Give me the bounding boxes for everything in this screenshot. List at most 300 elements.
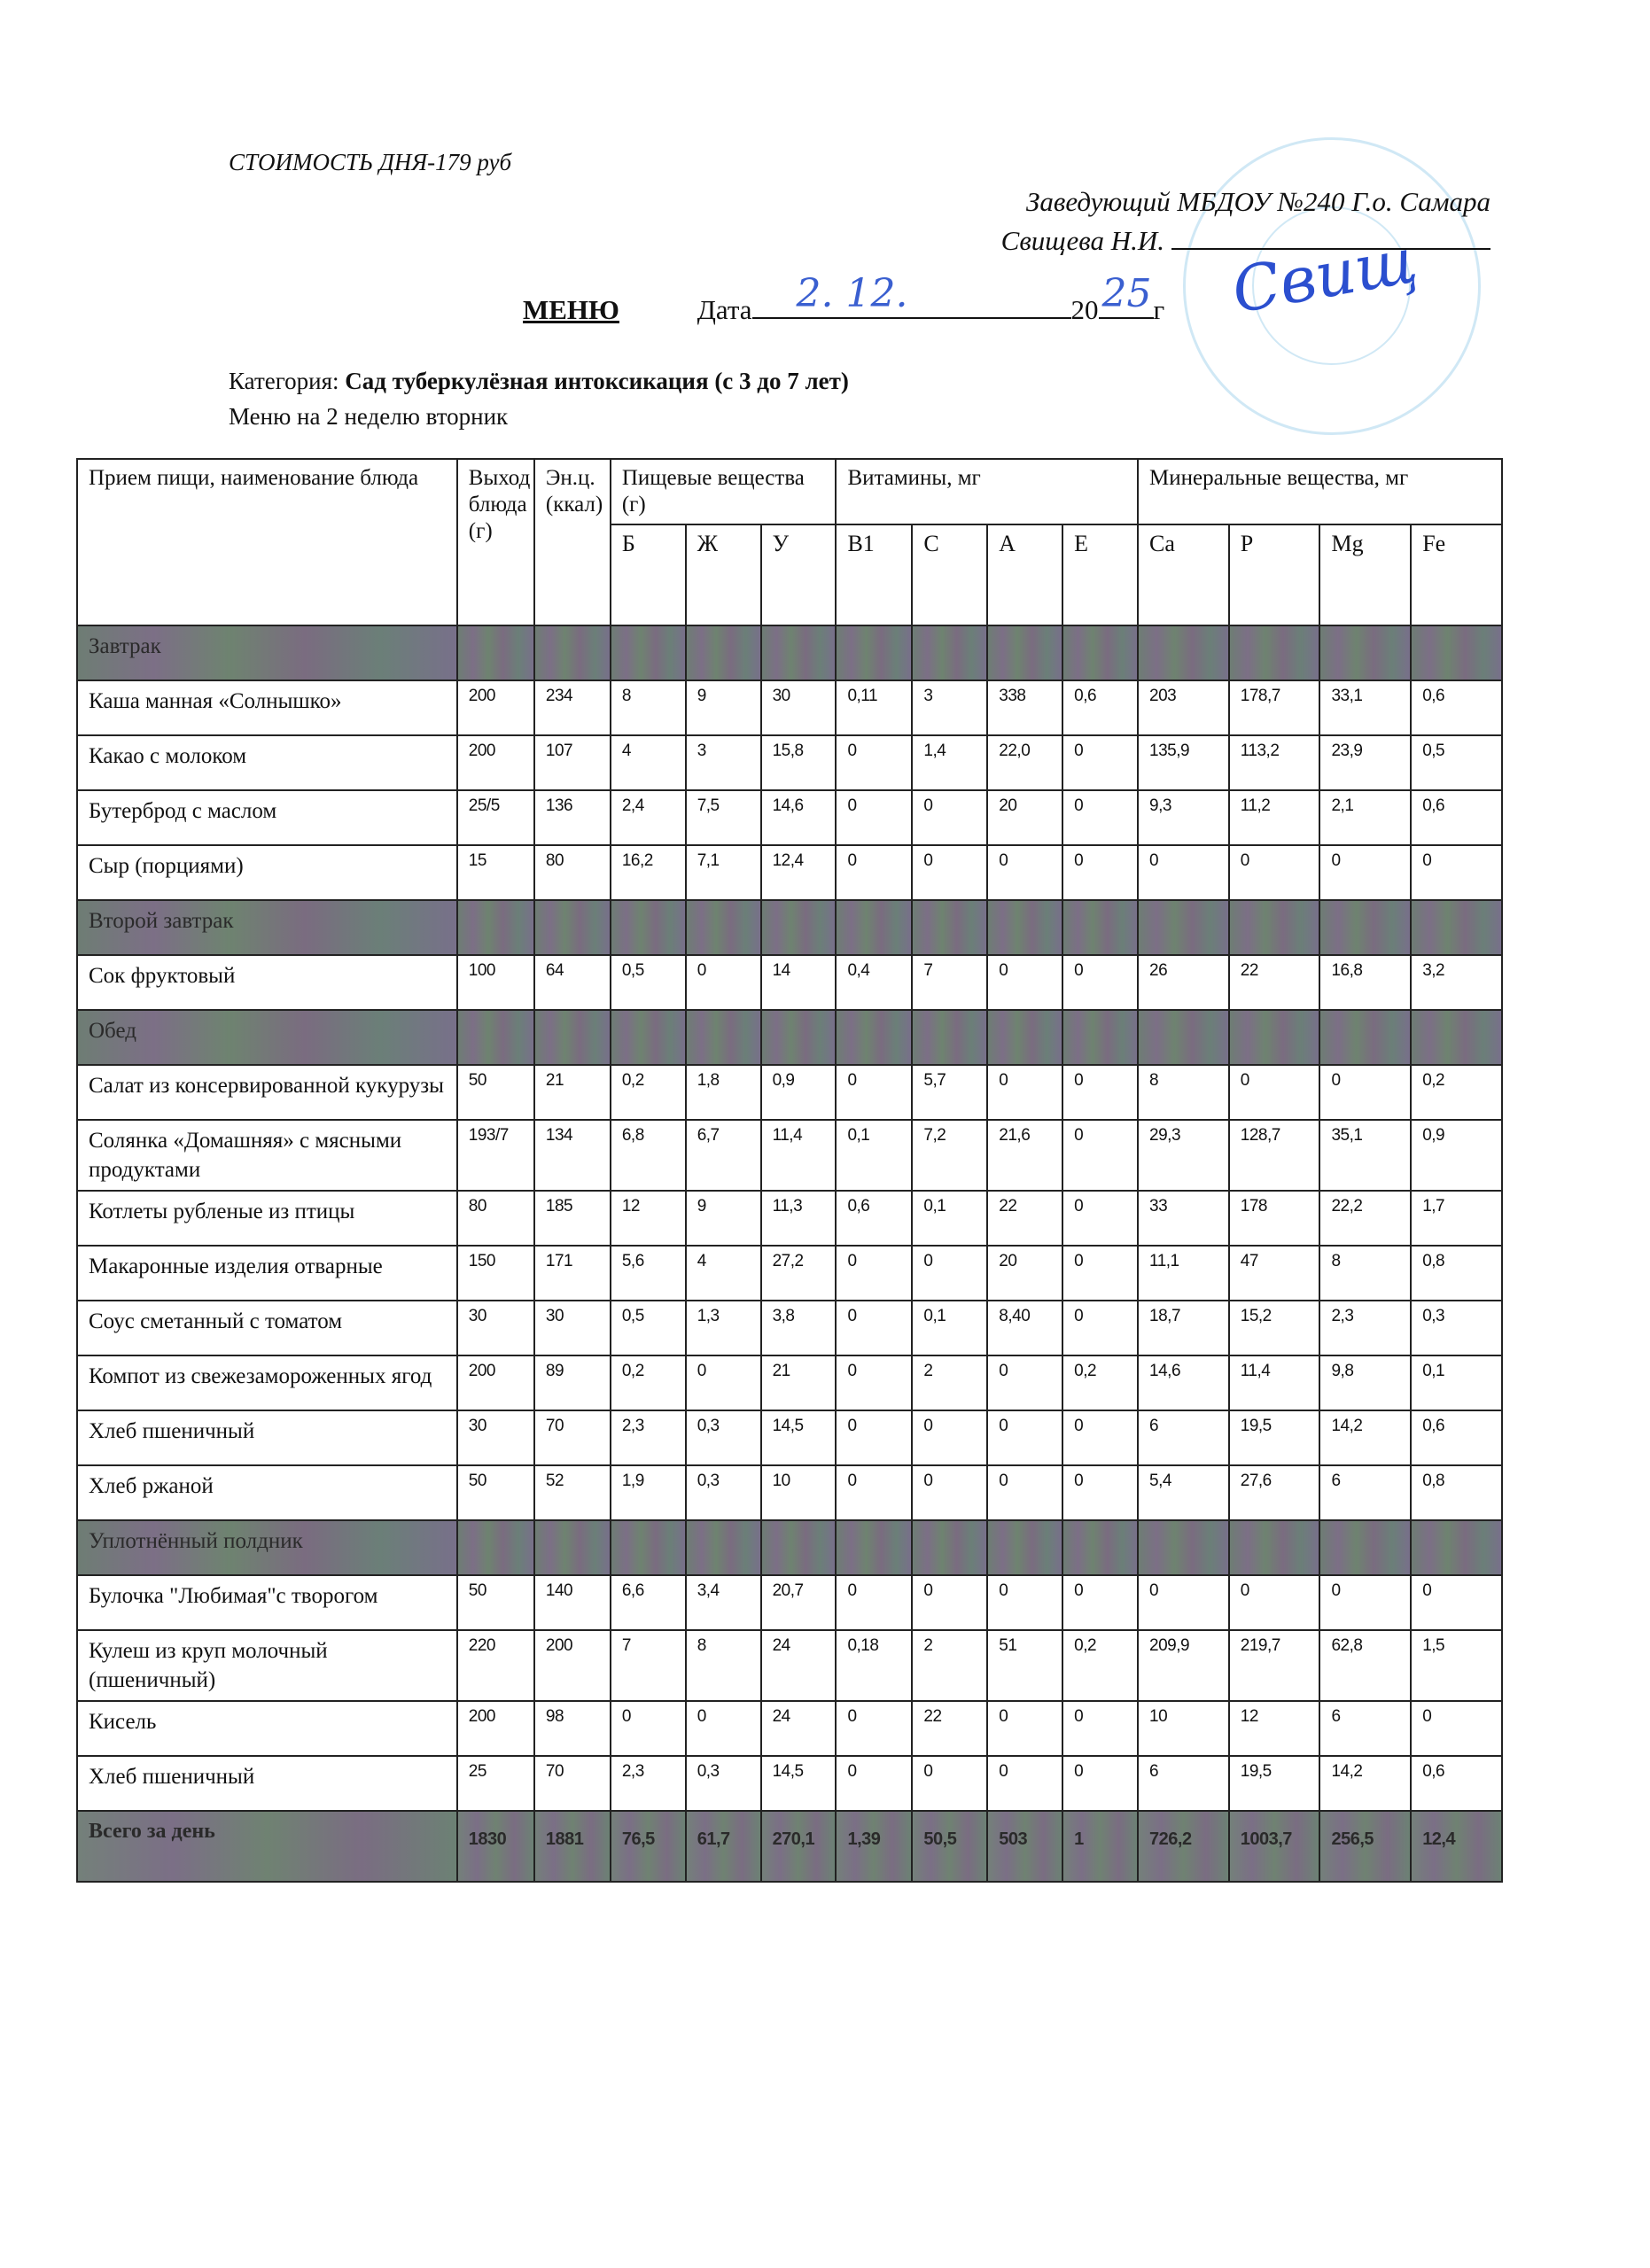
value-cell: 0,8: [1411, 1246, 1502, 1301]
value-cell: 24: [761, 1701, 837, 1756]
value-cell: 200: [457, 735, 534, 790]
value-cell: 0,3: [686, 1756, 761, 1811]
value-cell: [761, 1010, 837, 1065]
table-row: [77, 1355, 1502, 1410]
value-cell: 0: [987, 1465, 1062, 1520]
value-cell: 0: [836, 1246, 912, 1301]
dish-name: Котлеты рубленые из птицы: [77, 1191, 457, 1246]
value-cell: 22,2: [1319, 1191, 1411, 1246]
value-cell: [686, 900, 761, 955]
header-energy: Эн.ц. (ккал): [534, 459, 611, 625]
value-cell: [686, 625, 761, 680]
value-cell: 30: [761, 680, 837, 735]
value-cell: 6: [1138, 1756, 1229, 1811]
value-cell: 8,40: [987, 1301, 1062, 1355]
value-cell: 26: [1138, 955, 1229, 1010]
dish-name: Кисель: [77, 1701, 457, 1756]
value-cell: 0: [1411, 1701, 1502, 1756]
value-cell: 0: [1138, 1575, 1229, 1630]
table-row: [77, 1465, 1502, 1520]
value-cell: 0: [1062, 1410, 1138, 1465]
value-cell: 70: [534, 1410, 611, 1465]
header-protein: Б: [611, 524, 686, 625]
approver-name: Свищева Н.И.: [1000, 225, 1164, 256]
value-cell: 20: [987, 790, 1062, 845]
value-cell: 6: [1319, 1701, 1411, 1756]
value-cell: 30: [457, 1410, 534, 1465]
value-cell: 7,2: [912, 1120, 987, 1191]
value-cell: 14: [761, 955, 837, 1010]
value-cell: 21: [534, 1065, 611, 1120]
table-row: [77, 1191, 1502, 1246]
value-cell: [1411, 1010, 1502, 1065]
menu-date-line: [523, 271, 1165, 326]
value-cell: 0: [1062, 1701, 1138, 1756]
value-cell: 0: [1062, 1191, 1138, 1246]
value-cell: [1138, 1010, 1229, 1065]
value-cell: 0: [912, 1465, 987, 1520]
value-cell: 89: [534, 1355, 611, 1410]
dish-name: Хлеб пшеничный: [77, 1410, 457, 1465]
value-cell: 0: [1319, 1575, 1411, 1630]
value-cell: 0: [912, 845, 987, 900]
value-cell: [1229, 900, 1320, 955]
value-cell: 0: [1062, 1301, 1138, 1355]
value-cell: 0: [1062, 1120, 1138, 1191]
total-row: [77, 1811, 1502, 1882]
value-cell: 14,5: [761, 1756, 837, 1811]
value-cell: [611, 1520, 686, 1575]
value-cell: 0,2: [1062, 1630, 1138, 1701]
value-cell: 1,5: [1411, 1630, 1502, 1701]
section-title: Уплотнённый полдник: [77, 1520, 457, 1575]
value-cell: 0,1: [836, 1120, 912, 1191]
value-cell: 0: [1229, 1575, 1320, 1630]
value-cell: 11,4: [761, 1120, 837, 1191]
value-cell: 0: [912, 790, 987, 845]
table-row: [77, 1701, 1502, 1756]
value-cell: 4: [686, 1246, 761, 1301]
value-cell: 10: [761, 1465, 837, 1520]
table-row: [77, 1410, 1502, 1465]
table-row: [77, 1120, 1502, 1191]
value-cell: 14,2: [1319, 1410, 1411, 1465]
value-cell: [987, 1520, 1062, 1575]
value-cell: 0: [836, 1355, 912, 1410]
value-cell: [457, 1520, 534, 1575]
value-cell: 178: [1229, 1191, 1320, 1246]
menu-table: [76, 458, 1503, 1883]
value-cell: 8: [1319, 1246, 1411, 1301]
value-cell: 2,3: [611, 1410, 686, 1465]
dish-name: Сок фруктовый: [77, 955, 457, 1010]
year-suffix: г: [1153, 294, 1165, 325]
value-cell: [1138, 1520, 1229, 1575]
value-cell: 0: [1411, 1575, 1502, 1630]
value-cell: 35,1: [1319, 1120, 1411, 1191]
value-cell: 12,4: [761, 845, 837, 900]
value-cell: 100: [457, 955, 534, 1010]
table-row: [77, 1756, 1502, 1811]
value-cell: 150: [457, 1246, 534, 1301]
value-cell: [686, 1520, 761, 1575]
approver-title: Заведующий МБДОУ №240 Г.о. Самара: [1026, 186, 1490, 217]
value-cell: 0: [912, 1246, 987, 1301]
value-cell: 0: [686, 1355, 761, 1410]
section-row: [77, 625, 1502, 680]
value-cell: 76,5: [611, 1811, 686, 1882]
value-cell: 16,2: [611, 845, 686, 900]
value-cell: 134: [534, 1120, 611, 1191]
value-cell: 107: [534, 735, 611, 790]
header-ca: Ca: [1138, 524, 1229, 625]
value-cell: 2,3: [1319, 1301, 1411, 1355]
value-cell: [611, 625, 686, 680]
value-cell: 270,1: [761, 1811, 837, 1882]
value-cell: [1062, 1520, 1138, 1575]
value-cell: 5,6: [611, 1246, 686, 1301]
value-cell: 0,8: [1411, 1465, 1502, 1520]
value-cell: 0,4: [836, 955, 912, 1010]
value-cell: [1062, 625, 1138, 680]
value-cell: 113,2: [1229, 735, 1320, 790]
value-cell: 6,6: [611, 1575, 686, 1630]
value-cell: 11,4: [1229, 1355, 1320, 1410]
date-field: [752, 271, 1071, 319]
value-cell: 0,5: [611, 955, 686, 1010]
year-handwritten: 25: [1101, 271, 1152, 316]
value-cell: 0,6: [836, 1191, 912, 1246]
value-cell: 1,39: [836, 1811, 912, 1882]
value-cell: [1319, 625, 1411, 680]
value-cell: 0: [686, 955, 761, 1010]
dish-name: Всего за день: [77, 1811, 457, 1882]
value-cell: [611, 1010, 686, 1065]
value-cell: 6,8: [611, 1120, 686, 1191]
value-cell: 0: [912, 1575, 987, 1630]
value-cell: 2,1: [1319, 790, 1411, 845]
value-cell: 0,1: [1411, 1355, 1502, 1410]
value-cell: 8: [611, 680, 686, 735]
value-cell: 234: [534, 680, 611, 735]
table-row: [77, 735, 1502, 790]
value-cell: 0: [1319, 845, 1411, 900]
value-cell: 22,0: [987, 735, 1062, 790]
table-row: [77, 1630, 1502, 1701]
dish-name: Салат из консервированной кукурузы: [77, 1065, 457, 1120]
category-value: Сад туберкулёзная интоксикация (с 3 до 7 лет): [345, 368, 849, 394]
value-cell: 1,3: [686, 1301, 761, 1355]
value-cell: 1003,7: [1229, 1811, 1320, 1882]
value-cell: 0,2: [611, 1065, 686, 1120]
value-cell: 0: [836, 790, 912, 845]
dish-name: Сыр (порциями): [77, 845, 457, 900]
value-cell: 6: [1138, 1410, 1229, 1465]
value-cell: 22: [987, 1191, 1062, 1246]
value-cell: 4: [611, 735, 686, 790]
header-e: E: [1062, 524, 1138, 625]
value-cell: [912, 1520, 987, 1575]
value-cell: 0: [912, 1756, 987, 1811]
value-cell: 0: [686, 1701, 761, 1756]
value-cell: 6,7: [686, 1120, 761, 1191]
value-cell: 47: [1229, 1246, 1320, 1301]
value-cell: 200: [534, 1630, 611, 1701]
value-cell: 22: [912, 1701, 987, 1756]
value-cell: 7,5: [686, 790, 761, 845]
value-cell: 0: [1062, 735, 1138, 790]
value-cell: 14,6: [1138, 1355, 1229, 1410]
value-cell: [1229, 1010, 1320, 1065]
dish-name: Компот из свежезамороженных ягод: [77, 1355, 457, 1410]
value-cell: 24: [761, 1630, 837, 1701]
table-row: [77, 680, 1502, 735]
value-cell: 1: [1062, 1811, 1138, 1882]
dish-name: Хлеб ржаной: [77, 1465, 457, 1520]
value-cell: [836, 1520, 912, 1575]
value-cell: 220: [457, 1630, 534, 1701]
value-cell: 0: [836, 1701, 912, 1756]
section-title: Обед: [77, 1010, 457, 1065]
value-cell: 9,3: [1138, 790, 1229, 845]
value-cell: [1138, 900, 1229, 955]
value-cell: 0,2: [1411, 1065, 1502, 1120]
value-cell: 185: [534, 1191, 611, 1246]
value-cell: [761, 625, 837, 680]
value-cell: 9,8: [1319, 1355, 1411, 1410]
value-cell: 0,9: [761, 1065, 837, 1120]
value-cell: 12,4: [1411, 1811, 1502, 1882]
value-cell: 0: [836, 1465, 912, 1520]
value-cell: 21,6: [987, 1120, 1062, 1191]
value-cell: [836, 625, 912, 680]
header-p: P: [1229, 524, 1320, 625]
value-cell: 14,6: [761, 790, 837, 845]
value-cell: 1881: [534, 1811, 611, 1882]
value-cell: 0,1: [912, 1301, 987, 1355]
value-cell: 98: [534, 1701, 611, 1756]
dish-name: Солянка «Домашняя» с мясными продуктами: [77, 1120, 457, 1191]
value-cell: 0,6: [1062, 680, 1138, 735]
value-cell: [457, 900, 534, 955]
value-cell: 0: [1062, 1756, 1138, 1811]
value-cell: [1062, 900, 1138, 955]
value-cell: [1319, 900, 1411, 955]
value-cell: 15,8: [761, 735, 837, 790]
table-row: [77, 1301, 1502, 1355]
value-cell: 0: [987, 1065, 1062, 1120]
value-cell: 12: [1229, 1701, 1320, 1756]
value-cell: 1,4: [912, 735, 987, 790]
table-row: [77, 790, 1502, 845]
value-cell: [457, 1010, 534, 1065]
value-cell: 8: [1138, 1065, 1229, 1120]
value-cell: [534, 1520, 611, 1575]
week-line: Меню на 2 неделю вторник: [229, 403, 509, 430]
value-cell: 50,5: [912, 1811, 987, 1882]
value-cell: 27,2: [761, 1246, 837, 1301]
value-cell: 30: [534, 1301, 611, 1355]
value-cell: 0,3: [1411, 1301, 1502, 1355]
value-cell: 5,4: [1138, 1465, 1229, 1520]
dish-name: Соус сметанный с томатом: [77, 1301, 457, 1355]
value-cell: 1,7: [1411, 1191, 1502, 1246]
value-cell: 20: [987, 1246, 1062, 1301]
value-cell: 0: [1319, 1065, 1411, 1120]
value-cell: 9: [686, 1191, 761, 1246]
value-cell: 2,3: [611, 1756, 686, 1811]
value-cell: 8: [686, 1630, 761, 1701]
value-cell: [912, 625, 987, 680]
value-cell: 0: [836, 1575, 912, 1630]
value-cell: [987, 625, 1062, 680]
value-cell: 61,7: [686, 1811, 761, 1882]
value-cell: 0: [611, 1701, 686, 1756]
value-cell: 0: [1062, 1575, 1138, 1630]
value-cell: 2,4: [611, 790, 686, 845]
value-cell: [1411, 1520, 1502, 1575]
value-cell: [1319, 1010, 1411, 1065]
value-cell: 0: [987, 1410, 1062, 1465]
value-cell: [912, 900, 987, 955]
table-row: [77, 1575, 1502, 1630]
value-cell: 0: [987, 1701, 1062, 1756]
value-cell: 0: [987, 955, 1062, 1010]
value-cell: 0,9: [1411, 1120, 1502, 1191]
value-cell: 33,1: [1319, 680, 1411, 735]
value-cell: 18,7: [1138, 1301, 1229, 1355]
value-cell: 0: [987, 1575, 1062, 1630]
value-cell: 178,7: [1229, 680, 1320, 735]
dish-name: Кулеш из круп молочный (пшеничный): [77, 1630, 457, 1701]
value-cell: 0,3: [686, 1410, 761, 1465]
value-cell: 203: [1138, 680, 1229, 735]
header-fe: Fe: [1411, 524, 1502, 625]
year-field: [1099, 271, 1154, 319]
value-cell: 0: [987, 1756, 1062, 1811]
value-cell: 50: [457, 1465, 534, 1520]
value-cell: 11,1: [1138, 1246, 1229, 1301]
value-cell: 16,8: [1319, 955, 1411, 1010]
value-cell: 0: [836, 1410, 912, 1465]
value-cell: 3,2: [1411, 955, 1502, 1010]
header-b1: B1: [836, 524, 912, 625]
value-cell: 0: [1062, 1065, 1138, 1120]
value-cell: 200: [457, 1701, 534, 1756]
table-row: [77, 845, 1502, 900]
header-a: A: [987, 524, 1062, 625]
value-cell: [761, 900, 837, 955]
value-cell: [1229, 1520, 1320, 1575]
dish-name: Булочка "Любимая"с творогом: [77, 1575, 457, 1630]
table-row: [77, 1246, 1502, 1301]
value-cell: 0,1: [912, 1191, 987, 1246]
value-cell: 2: [912, 1355, 987, 1410]
value-cell: [836, 1010, 912, 1065]
value-cell: 0,3: [686, 1465, 761, 1520]
value-cell: 5,7: [912, 1065, 987, 1120]
value-cell: 0: [836, 1065, 912, 1120]
value-cell: 64: [534, 955, 611, 1010]
value-cell: 0: [1062, 1246, 1138, 1301]
value-cell: 2: [912, 1630, 987, 1701]
dish-name: Каша манная «Солнышко»: [77, 680, 457, 735]
value-cell: 52: [534, 1465, 611, 1520]
value-cell: [836, 900, 912, 955]
date-handwritten: 2. 12.: [796, 271, 908, 316]
value-cell: 9: [686, 680, 761, 735]
value-cell: 171: [534, 1246, 611, 1301]
year-prefix: 20: [1070, 294, 1099, 325]
value-cell: [534, 1010, 611, 1065]
approver-block: [1001, 183, 1490, 260]
value-cell: 25/5: [457, 790, 534, 845]
value-cell: 3: [912, 680, 987, 735]
value-cell: 0,2: [1062, 1355, 1138, 1410]
value-cell: 80: [457, 1191, 534, 1246]
value-cell: 726,2: [1138, 1811, 1229, 1882]
header-minerals: Минеральные вещества, мг: [1138, 459, 1502, 524]
table-row: [77, 955, 1502, 1010]
value-cell: 50: [457, 1575, 534, 1630]
header-dish: Прием пищи, наименование блюда: [77, 459, 457, 625]
value-cell: 15,2: [1229, 1301, 1320, 1355]
value-cell: 0,11: [836, 680, 912, 735]
value-cell: 15: [457, 845, 534, 900]
value-cell: 7: [912, 955, 987, 1010]
value-cell: [1062, 1010, 1138, 1065]
value-cell: 3,4: [686, 1575, 761, 1630]
value-cell: 1,8: [686, 1065, 761, 1120]
value-cell: 11,3: [761, 1191, 837, 1246]
value-cell: 0,2: [611, 1355, 686, 1410]
value-cell: 23,9: [1319, 735, 1411, 790]
value-cell: 7,1: [686, 845, 761, 900]
value-cell: 0,6: [1411, 790, 1502, 845]
value-cell: 11,2: [1229, 790, 1320, 845]
value-cell: 135,9: [1138, 735, 1229, 790]
value-cell: [534, 625, 611, 680]
value-cell: 80: [534, 845, 611, 900]
value-cell: [761, 1520, 837, 1575]
value-cell: 62,8: [1319, 1630, 1411, 1701]
dish-name: Какао с молоком: [77, 735, 457, 790]
value-cell: 1830: [457, 1811, 534, 1882]
value-cell: [912, 1010, 987, 1065]
value-cell: 200: [457, 680, 534, 735]
value-cell: 50: [457, 1065, 534, 1120]
value-cell: 30: [457, 1301, 534, 1355]
value-cell: 19,5: [1229, 1410, 1320, 1465]
dish-name: Хлеб пшеничный: [77, 1756, 457, 1811]
value-cell: 7: [611, 1630, 686, 1701]
value-cell: 200: [457, 1355, 534, 1410]
dish-name: Бутерброд с маслом: [77, 790, 457, 845]
value-cell: [1229, 625, 1320, 680]
header-c: C: [912, 524, 987, 625]
value-cell: 0: [836, 1301, 912, 1355]
value-cell: 128,7: [1229, 1120, 1320, 1191]
header-vitamins: Витамины, мг: [836, 459, 1138, 524]
value-cell: 12: [611, 1191, 686, 1246]
value-cell: 14,2: [1319, 1756, 1411, 1811]
value-cell: 0: [1062, 955, 1138, 1010]
value-cell: [457, 625, 534, 680]
value-cell: 0: [1062, 845, 1138, 900]
value-cell: [534, 900, 611, 955]
value-cell: 503: [987, 1811, 1062, 1882]
value-cell: 21: [761, 1355, 837, 1410]
